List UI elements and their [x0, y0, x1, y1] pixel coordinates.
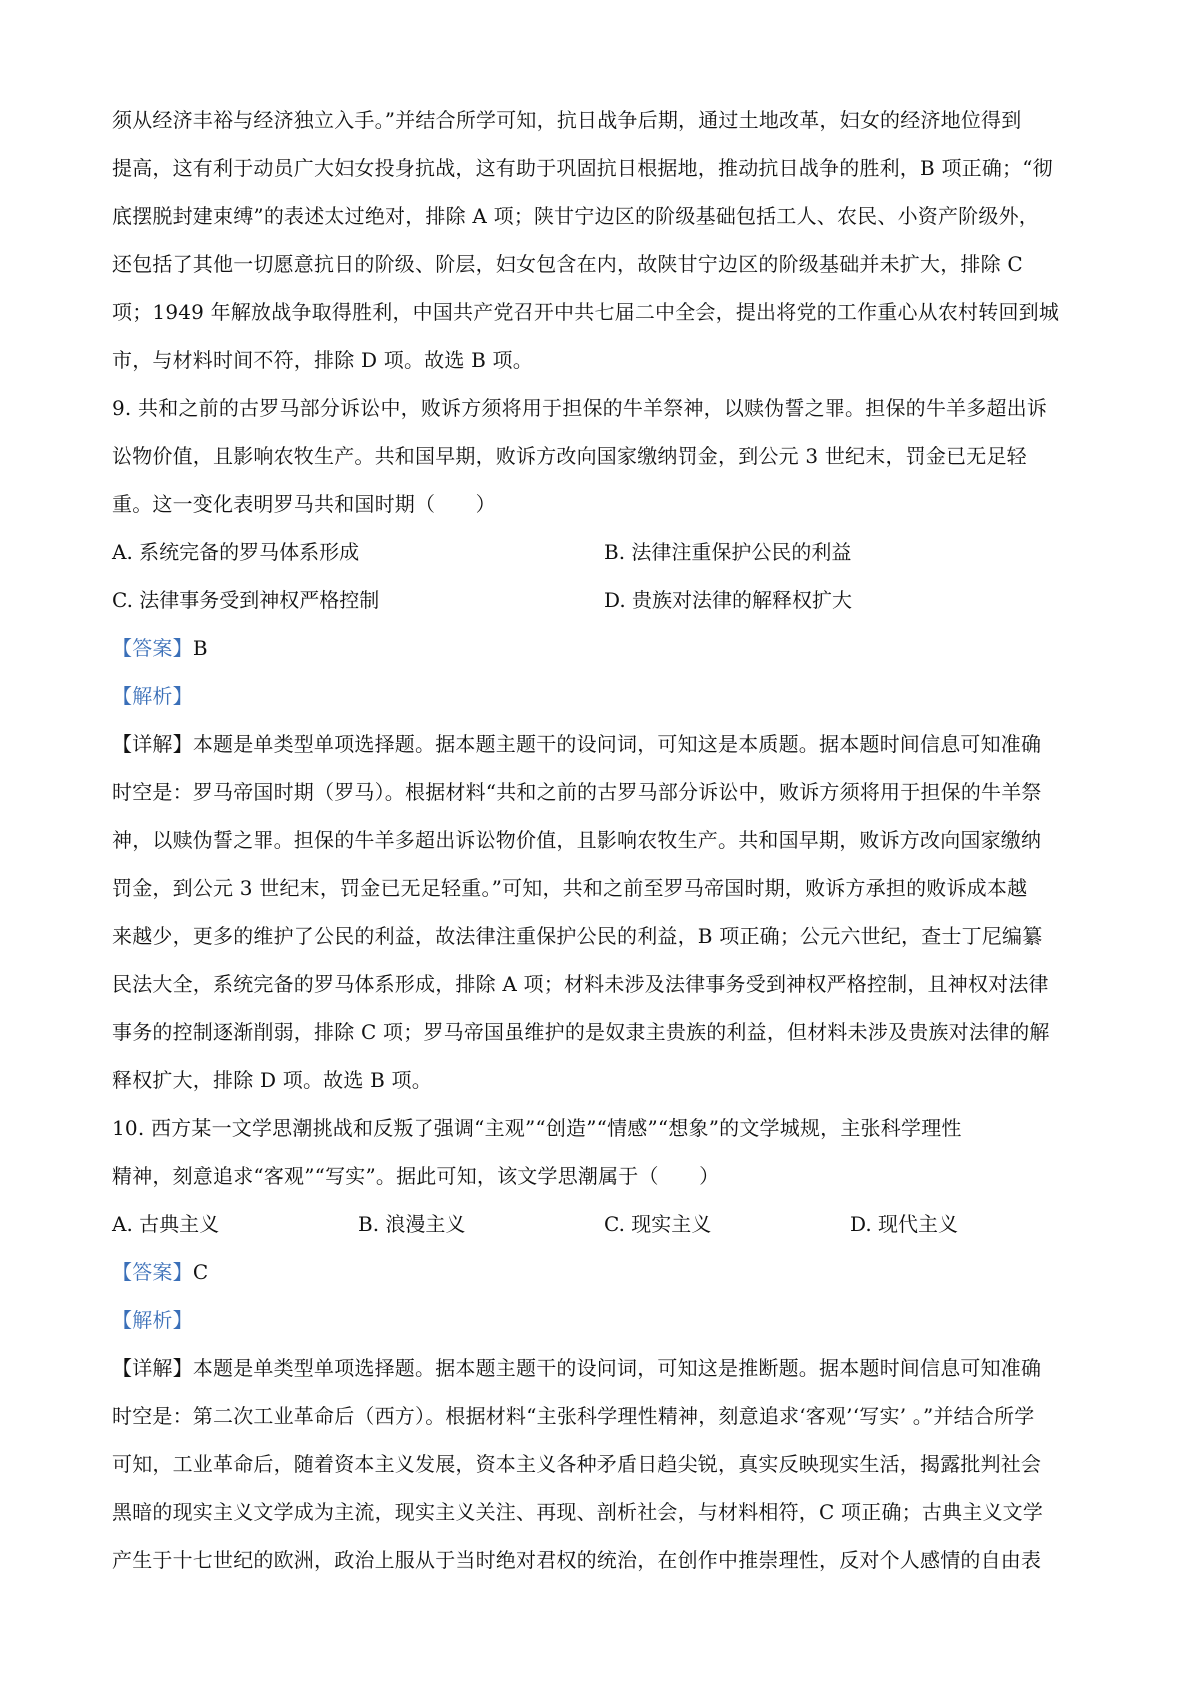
detail-text: 本题是单类型单项选择题。据本题主题干的设问词，可知这是推断题。据本题时间信息可知准确: [192, 1356, 1042, 1380]
answer-value: B: [192, 636, 208, 660]
question-stem-line: 9. 共和之前的古罗马部分诉讼中，败诉方须将用于担保的牛羊祭神，以赎伪誓之罪。担保的牛羊多超出诉: [112, 396, 1048, 420]
analysis-tag: 【解析】: [112, 684, 193, 708]
answer-line: [112, 1248, 1097, 1296]
question-stem-line: 讼物价值，且影响农牧生产。共和国早期，败诉方改向国家缴纳罚金，到公元 3 世纪末，罚金已无足轻: [112, 444, 1027, 468]
answer-tag: 【答案】: [112, 1260, 193, 1284]
detail-line: 来越少，更多的维护了公民的利益，故法律注重保护公民的利益，B 项正确；公元六世纪，查士丁尼编纂: [112, 924, 1043, 948]
detail-line: 产生于十七世纪的欧洲，政治上服从于当时绝对君权的统治，在创作中推崇理性，反对个人感情的自由表: [112, 1548, 1042, 1572]
option-d: D. 贵族对法律的解释权扩大: [604, 588, 853, 612]
text-line: 项；1949 年解放战争取得胜利，中国共产党召开中共七届二中全会，提出将党的工作重心从农村转回到城: [112, 300, 1060, 324]
detail-first-line: [112, 720, 1097, 768]
option-c: C. 法律事务受到神权严格控制: [112, 588, 380, 612]
analysis-line: [112, 1296, 1097, 1344]
text-line: 还包括了其他一切愿意抗日的阶级、阶层，妇女包含在内，故陕甘宁边区的阶级基础并未扩大，排除 C: [112, 252, 1023, 276]
question-stem-line: 精神，刻意追求“客观”“写实”。据此可知，该文学思潮属于（ ）: [112, 1164, 720, 1188]
detail-line: 民法大全，系统完备的罗马体系形成，排除 A 项；材料未涉及法律事务受到神权严格控制，且神权对法律: [112, 972, 1049, 996]
question-9: [112, 384, 1097, 1104]
text-line: 提高，这有利于动员广大妇女投身抗战，这有助于巩固抗日根据地，推动抗日战争的胜利，B 项正确；“彻: [112, 156, 1053, 180]
text-line: 底摆脱封建束缚”的表述太过绝对，排除 A 项；陕甘宁边区的阶级基础包括工人、农民、小资产阶级外，: [112, 204, 1039, 228]
text-line: 市，与材料时间不符，排除 D 项。故选 B 项。: [112, 348, 533, 372]
answer-value: C: [192, 1260, 209, 1284]
detail-tag: 【详解】: [112, 1356, 193, 1380]
detail-line: 时空是：罗马帝国时期（罗马）。根据材料“共和之前的古罗马部分诉讼中，败诉方须将用于担保的牛羊祭: [112, 780, 1042, 804]
detail-line: 可知，工业革命后，随着资本主义发展，资本主义各种矛盾日趋尖锐，真实反映现实生活，揭露批判社会: [112, 1452, 1042, 1476]
detail-line: 神，以赎伪誓之罪。担保的牛羊多超出诉讼物价值，且影响农牧生产。共和国早期，败诉方改向国家缴纳: [112, 828, 1042, 852]
analysis-tag: 【解析】: [112, 1308, 193, 1332]
q8-explanation-continued: [112, 96, 1097, 384]
option-d: D. 现代主义: [850, 1212, 959, 1236]
analysis-line: [112, 672, 1097, 720]
detail-line: 事务的控制逐渐削弱，排除 C 项；罗马帝国虽维护的是奴隶主贵族的利益，但材料未涉及贵族对法律的解: [112, 1020, 1050, 1044]
document-page: [112, 96, 1097, 1584]
text-line: 须从经济丰裕与经济独立入手。”并结合所学可知，抗日战争后期，通过土地改革，妇女的经济地位得到: [112, 108, 1022, 132]
question-stem-line: 10. 西方某一文学思潮挑战和反叛了强调“主观”“创造”“情感”“想象”的文学城规，主张科学理性: [112, 1116, 962, 1140]
detail-line: 释权扩大，排除 D 项。故选 B 项。: [112, 1068, 432, 1092]
options-row: [112, 1200, 1097, 1248]
answer-line: [112, 624, 1097, 672]
question-10: [112, 1104, 1097, 1584]
option-c: C. 现实主义: [604, 1212, 712, 1236]
detail-text: 本题是单类型单项选择题。据本题主题干的设问词，可知这是本质题。据本题时间信息可知准确: [192, 732, 1042, 756]
option-b: B. 法律注重保护公民的利益: [604, 540, 852, 564]
options-row: [112, 576, 1097, 624]
option-a: A. 系统完备的罗马体系形成: [112, 540, 360, 564]
detail-line: 黑暗的现实主义文学成为主流，现实主义关注、再现、剖析社会，与材料相符，C 项正确；古典主义文学: [112, 1500, 1044, 1524]
detail-line: 时空是：第二次工业革命后（西方）。根据材料“主张科学理性精神，刻意追求‘客观’‘写实’ 。”并结合所学: [112, 1404, 1035, 1428]
detail-first-line: [112, 1344, 1097, 1392]
detail-tag: 【详解】: [112, 732, 193, 756]
options-row: [112, 528, 1097, 576]
question-stem-line: 重。这一变化表明罗马共和国时期（ ）: [112, 492, 496, 516]
option-a: A. 古典主义: [112, 1212, 220, 1236]
option-b: B. 浪漫主义: [358, 1212, 466, 1236]
answer-tag: 【答案】: [112, 636, 193, 660]
detail-line: 罚金，到公元 3 世纪末，罚金已无足轻重。”可知，共和之前至罗马帝国时期，败诉方承担的败诉成本越: [112, 876, 1028, 900]
